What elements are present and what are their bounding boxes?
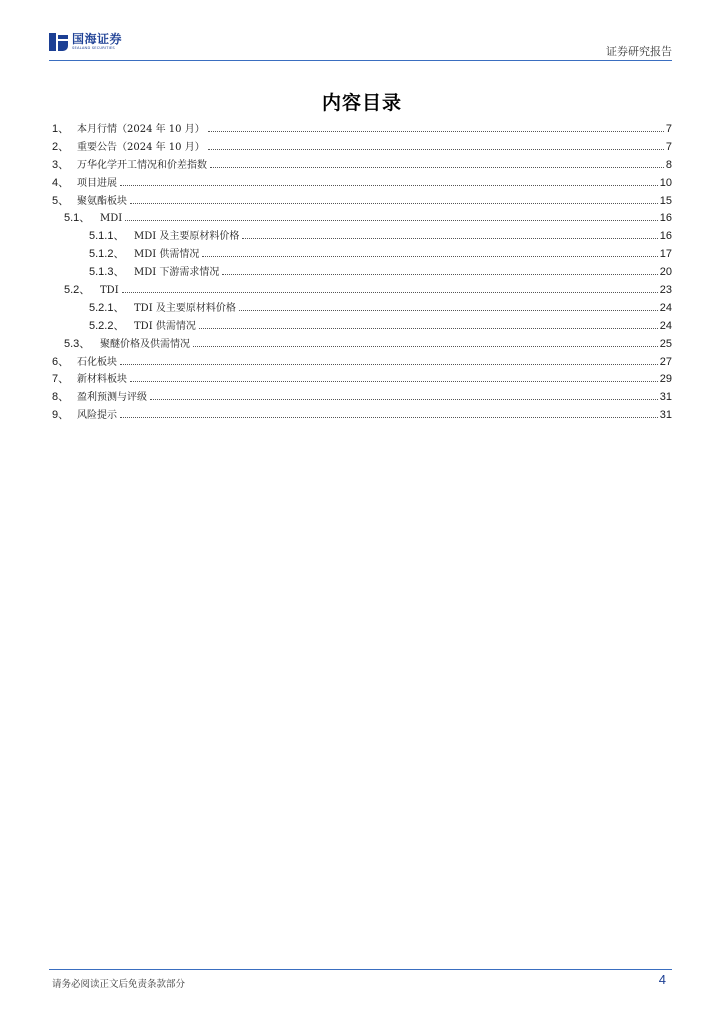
toc-entry-page: 7 — [665, 123, 672, 135]
toc-dot-leader — [210, 167, 664, 168]
toc-entry-page: 31 — [659, 391, 672, 404]
toc-entry[interactable] — [52, 120, 672, 138]
toc-dot-leader — [120, 185, 658, 186]
logo-name-cn: 国海证券 — [72, 32, 123, 47]
toc-entry-page: 31 — [659, 409, 672, 422]
toc-entry-number: 1、 — [52, 123, 70, 135]
toc-entry-title: 本月行情（2024 年 10 月） — [77, 124, 205, 135]
toc-entry-title: MDI 下游需求情况 — [134, 267, 220, 279]
toc-entry-title: 重要公告（2024 年 10 月） — [77, 141, 205, 153]
toc-dot-leader — [125, 220, 658, 221]
toc-entry[interactable] — [52, 388, 672, 406]
toc-entry[interactable] — [52, 138, 672, 156]
toc-entry-number: 7、 — [52, 373, 70, 386]
toc-entry-page: 20 — [659, 266, 672, 279]
toc-entry-title: MDI 供需情况 — [134, 249, 200, 261]
toc-entry-page: 16 — [659, 212, 672, 225]
toc-entry-page: 27 — [659, 355, 672, 368]
toc-entry-number: 5.2.1、 — [89, 301, 125, 314]
toc-entry-title: TDI 供需情况 — [134, 320, 196, 332]
toc-entry-page: 25 — [659, 337, 672, 350]
toc-entry-number: 2、 — [52, 140, 70, 153]
toc-dot-leader — [239, 310, 658, 311]
toc-dot-leader — [150, 399, 658, 400]
toc-entry-title: 聚氨酯板块 — [77, 195, 127, 207]
toc-entry-number: 5.1.1、 — [89, 230, 125, 243]
toc-entry[interactable] — [52, 281, 672, 299]
toc-entry-title: 风险提示 — [77, 410, 117, 422]
toc-dot-leader — [120, 417, 658, 418]
toc-entry-title: TDI — [100, 285, 119, 297]
toc-entry-title: 盈利预测与评级 — [77, 392, 147, 404]
toc-entry-page: 15 — [659, 194, 672, 207]
toc-entry-page: 10 — [659, 176, 672, 189]
toc-entry-page: 29 — [659, 373, 672, 386]
toc-dot-leader — [122, 292, 658, 293]
toc-dot-leader — [222, 274, 657, 275]
toc-entry-page: 17 — [659, 248, 672, 261]
toc-entry-number: 8、 — [52, 391, 70, 404]
footer-disclaimer: 请务必阅读正文后免责条款部分 — [52, 979, 186, 990]
toc-entry-page: 16 — [659, 230, 672, 243]
toc-entry[interactable] — [52, 192, 672, 210]
toc-entry-title: TDI 及主要原材料价格 — [134, 302, 236, 314]
toc-entry-number: 5.1、 — [64, 212, 91, 225]
toc-entry[interactable] — [52, 209, 672, 227]
toc-entry-page: 24 — [659, 319, 672, 332]
toc-entry-page: 8 — [665, 158, 672, 171]
toc-entry-number: 5.1.3、 — [89, 266, 125, 279]
toc-entry-page: 7 — [665, 140, 672, 153]
toc-entry[interactable] — [52, 174, 672, 192]
logo-icon — [49, 33, 68, 51]
toc-entry[interactable] — [52, 335, 672, 353]
toc-entry-title: 万华化学开工情况和价差指数 — [77, 159, 207, 171]
toc-entry-page: 24 — [659, 301, 672, 314]
toc-dot-leader — [208, 131, 664, 132]
toc-entry-title: 聚醚价格及供需情况 — [100, 338, 190, 350]
toc-entry-number: 5.1.2、 — [89, 248, 125, 261]
toc-entry-number: 3、 — [52, 158, 70, 171]
company-logo — [49, 33, 122, 51]
logo-name-en: SEALAND SECURITIES — [72, 46, 115, 51]
toc-entry-number: 6、 — [52, 355, 70, 368]
toc-entry[interactable] — [52, 406, 672, 424]
toc-entry[interactable] — [52, 370, 672, 388]
toc-entry-title: 石化板块 — [77, 356, 117, 368]
toc-entry[interactable] — [52, 227, 672, 245]
toc-entry-title: 项目进展 — [77, 177, 117, 189]
toc-entry[interactable] — [52, 245, 672, 263]
toc-entry-number: 4、 — [52, 176, 70, 189]
footer-divider — [49, 969, 672, 970]
toc-entry-number: 5、 — [52, 194, 70, 207]
toc-entry-title: 新材料板块 — [77, 374, 127, 386]
page-number: 4 — [658, 972, 666, 987]
table-of-contents — [52, 120, 672, 424]
toc-entry-number: 5.3、 — [64, 337, 91, 350]
toc-entry[interactable] — [52, 353, 672, 371]
toc-dot-leader — [202, 256, 657, 257]
toc-entry[interactable] — [52, 299, 672, 317]
toc-dot-leader — [130, 203, 658, 204]
toc-dot-leader — [199, 328, 658, 329]
header-divider — [49, 60, 672, 61]
toc-entry-page: 23 — [659, 284, 672, 297]
toc-entry-title: MDI — [100, 213, 123, 225]
report-type-label: 证券研究报告 — [606, 45, 672, 58]
toc-dot-leader — [242, 238, 657, 239]
toc-entry-number: 5.2、 — [64, 284, 91, 297]
toc-dot-leader — [208, 149, 664, 150]
toc-dot-leader — [120, 364, 658, 365]
toc-entry[interactable] — [52, 263, 672, 281]
page-title: 内容目录 — [321, 92, 402, 114]
toc-entry[interactable] — [52, 317, 672, 335]
toc-entry-title: MDI 及主要原材料价格 — [134, 231, 240, 243]
toc-dot-leader — [193, 346, 658, 347]
toc-entry-number: 9、 — [52, 409, 70, 422]
toc-entry-number: 5.2.2、 — [89, 319, 125, 332]
toc-entry[interactable] — [52, 156, 672, 174]
toc-dot-leader — [130, 381, 658, 382]
